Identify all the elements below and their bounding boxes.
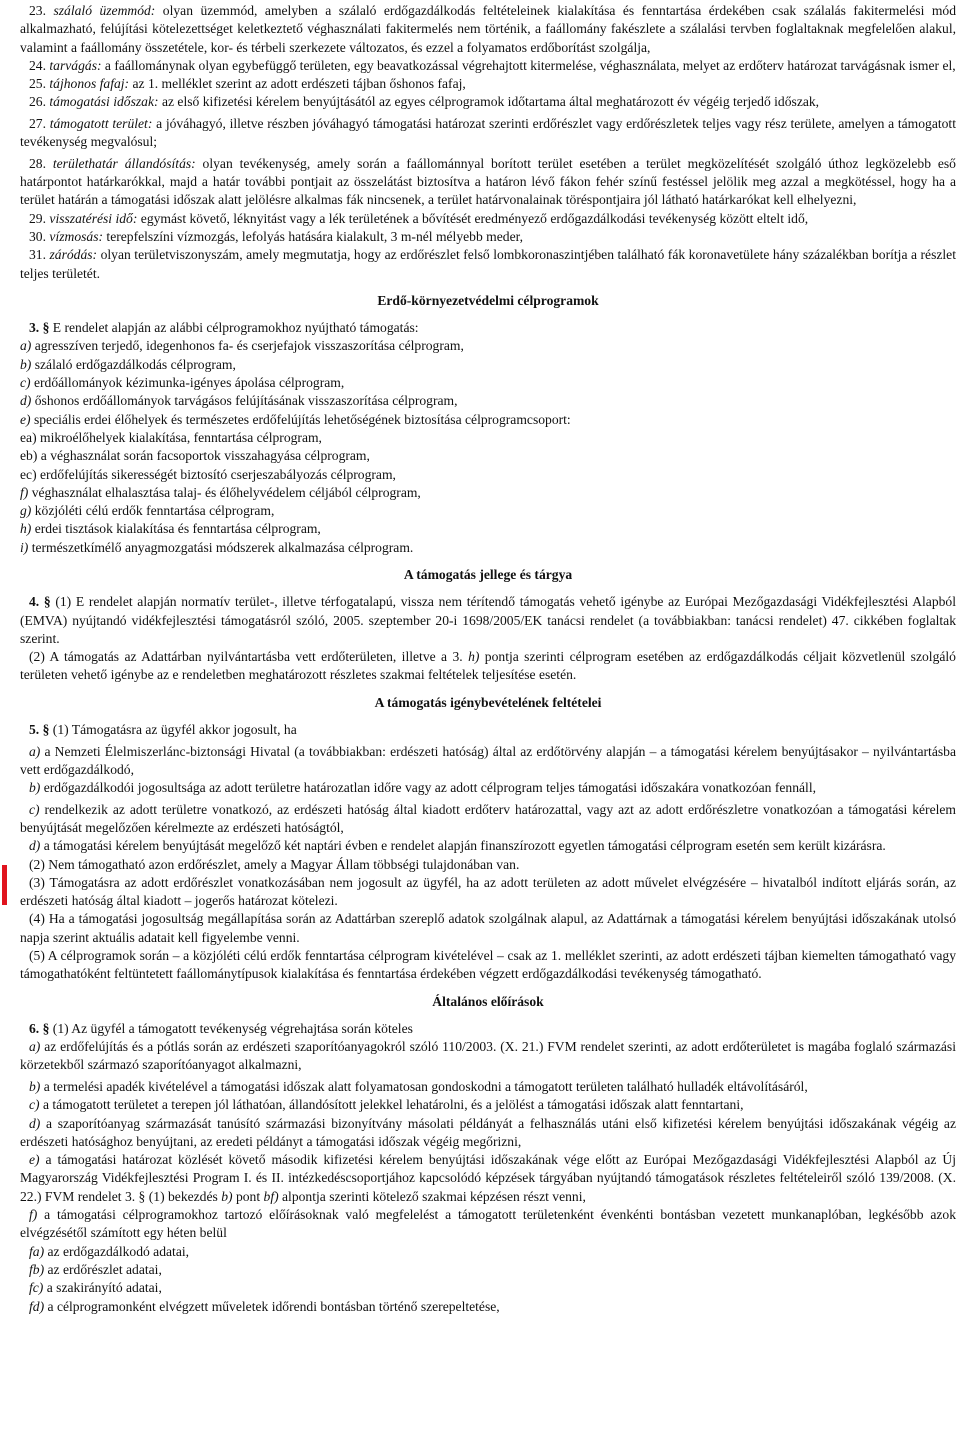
section-6-point-e [20,1151,956,1206]
point-key: c) [20,375,31,391]
point-text: az erdőrészlet adatai, [44,1261,162,1277]
point-key: a) [29,743,41,759]
point-text: alpontja szerinti kötelező szakmai képzésen részt venni, [278,1188,586,1204]
point-text: a termelési apadék kivételével a támogatási időszak alatt folyamatosan gondoskodni a támogatott területen található hulladék eltávolításáról, [40,1078,808,1094]
program-list-item [20,411,956,429]
program-list-item [20,392,956,410]
program-list [20,337,956,557]
point-key: a) [20,338,32,354]
definition-28 [20,155,956,210]
term: támogatott terület: [49,115,153,131]
item-number: 25. [29,76,46,92]
point-text: erdei tisztások kialakítása és fenntartása célprogram, [31,521,321,537]
program-list-item [20,539,956,557]
definition-29 [20,210,956,228]
item-number: 31. [29,247,46,263]
point-key: i) [20,539,29,555]
point-key: fb) [29,1261,45,1277]
section-6-point-a [20,1038,956,1075]
section-number: 5. § [29,722,50,738]
section-6-point-c [20,1096,956,1114]
point-text: pont [232,1188,264,1204]
item-number: 29. [29,210,46,226]
section-5-paragraph-3: (3) Támogatásra az adott erdőrészlet vonatkozásában nem jogosult az ügyfél, ha az adott területen az adott művelet elvégzésére – hivatalból indított eljárás során, az erdészeti hatóság által kiadott – jogerős határozat kötelezi. [20,874,956,909]
program-list-item [20,356,956,374]
point-key: b) [20,356,32,372]
definition-text: a faállománynak olyan egybefüggő területen, egy beavatkozással végrehajtott kitermelése, véghasználata, melyet az erdőterv határozat tarvágásnak ismer el, [101,57,956,73]
term: záródás: [49,247,98,263]
point-text: eb) a véghasználat során facsoportok visszahagyása célprogram, [20,448,370,464]
term: szálaló üzemmód: [53,3,156,18]
section-5-point-b [20,779,956,797]
section-heading: Általános előírások [432,993,544,1009]
section-number: 6. § [29,1020,50,1036]
definition-text: terepfelszíni vízmozgás, lefolyás hatására kialakult, 3 m-nél mélyebb meder, [103,228,523,244]
definition-26 [20,93,956,111]
section-5-paragraph-4: (4) Ha a támogatási jogosultság megállapítása során az Adattárban szereplő adatok szolgálnak alapul, az Adattárnak a támogatási kérelem benyújtási időszakának utolsó napja szerint aktuális adatait kell figyelembe venni. [20,911,956,945]
point-text: ec) erdőfelújítás sikerességét biztosító cserjeszabályozás célprogram, [20,466,396,482]
point-key: d) [20,393,32,409]
definition-text: olyan tevékenység, amely során a faállománnyal borított terület esetében a terület megközelítését szolgáló úthoz legközelebb eső határpontot határkarókkal, majd a határ további pontjait az összelátást biztosítva a határon lévő fákon fehér színű festéssel jelölik meg azzal a megkötéssel, hogy ha a terület határán a támogatási időszak alatt jelölésre alkalmas fák nincsenek, a terület határvonalainak töréspontjaira jól látható határkarókat kell elhelyezni, [20,155,956,208]
section-5-paragraph-2: (2) Nem támogatható azon erdőrészlet, amely a Magyar Állam többségi tulajdonában van. [29,856,520,872]
definition-31 [20,246,956,283]
section-5-point-a [20,743,956,780]
definition-30 [20,228,956,246]
definition-27 [20,115,956,152]
item-number: 23. [29,3,46,18]
point-key: e) [20,411,31,427]
section-text: (1) Támogatásra az ügyfél akkor jogosult, ha [49,722,297,738]
revision-marker [2,865,7,905]
section-5-intro [20,721,956,739]
program-list-item [20,520,956,538]
term: visszatérési idő: [49,210,138,226]
section-6-point-fb [20,1261,956,1279]
point-text: agresszíven terjedő, idegenhonos fa- és cserjefajok visszaszorítása célprogram, [31,338,464,354]
document-page [20,2,956,1316]
section-6-point-f [20,1206,956,1243]
program-list-item [20,447,956,465]
section-6-point-b [20,1078,956,1096]
term: területhatár állandósítás: [52,155,196,171]
point-text: az erdőfelújítás és a pótlás során az erdészeti szaporítóanyagokról szóló 110/2003. (X. 21.) FVM rendelet szerinti, az adott erdőterületet is magába foglaló származási körzetekből származó szaporítóanyagot alkalmazni, [20,1039,956,1073]
term: tarvágás: [49,57,102,73]
program-list-item [20,429,956,447]
point-text: a támogatási célprogramokhoz tartozó előírásoknak való megfelelést a támogatott területenként évenkénti bontásban vezetett munkanaplóban, legkésőbb azok elvégzésétől számított egy héten belül [20,1207,956,1241]
section-4-paragraph-1 [20,593,956,648]
definition-text: olyan üzemmód, amelyben a szálaló erdőgazdálkodás feltételeinek kialakítása és fenntartása érdekében csak szálalás fakitermelési mód alkalmazható, felújítási kötelezettséget keletkeztető véghasználati fakitermelés nem történik, a faállomány fakészlete a szálalási tervben foglaltaknak megfelelően alakul, valamint a faállomány összetétele, kor- és térbeli szerkezete változatos, és ezzel a folyamatos erdőborítást szolgálja, [20,3,956,55]
section-heading: A támogatás jellege és tárgya [403,566,573,582]
point-key: c) [29,1097,40,1113]
program-list-item [20,374,956,392]
point-key: b) [29,780,41,796]
item-number: 27. [29,115,46,131]
definition-text: olyan területviszonyszám, amely megmutatja, hogy az erdőrészlet felső lombkoronaszintjében található fák koronavetülete hány százalékban borítja a részlet teljes területét. [20,247,956,281]
section-6-point-fd [20,1298,956,1316]
definition-25 [20,75,956,93]
point-text: őshonos erdőállományok tarvágásos felújításának visszaszorítása célprogram, [31,393,458,409]
point-key: h) [20,521,32,537]
point-key: d) [29,838,41,854]
point-text: a támogatott területet a terepen jól láthatóan, állandósított jelekkel lehatárolni, és a jelölést a támogatási időszak alatt fenntartani, [39,1097,744,1113]
point-key: h) [468,649,480,665]
section-6-point-fa [20,1243,956,1261]
section-number: 4. § [29,594,51,610]
section-6-intro [20,1020,956,1038]
point-text: erdőgazdálkodói jogosultsága az adott területre határozatlan időre vagy az adott célprogram teljes támogatási időszakára vonatkozóan fennáll, [40,780,816,796]
term: támogatási időszak: [49,94,159,110]
point-text: ea) mikroélőhelyek kialakítása, fenntartása célprogram, [20,429,322,445]
point-text: a szakirányító adatai, [43,1280,162,1296]
point-text: közjóléti célú erdők fenntartása célprogram, [31,503,275,519]
point-text: az erdőgazdálkodó adatai, [44,1243,190,1259]
section-6-point-d [20,1115,956,1152]
definition-23 [20,2,956,57]
point-key: g) [20,503,32,519]
section-5-paragraph-5: (5) A célprogramok során – a közjóléti célú erdők fenntartása célprogram kivételével – csak az 1. melléklet szerinti, az adott erdészeti tájban kiemelten támogatható vagy támogathatóként feltüntetett faállománytípusok kialakítása és fenntartása érdekében végzett erdőgazdálkodási tevékenység támogatható. [20,948,956,982]
definition-24 [20,57,956,75]
point-key: fd) [29,1298,45,1314]
program-list-item [20,337,956,355]
program-list-item [20,484,956,502]
point-text: a támogatási határozat közlését követő második kifizetési kérelem benyújtási időszakának vége előtt az Európai Mezőgazdasági Vidékfejlesztési Alapból az Új Magyarország Vidékfejlesztési Program I. és II. intézkedéscsoportjához kapcsolódó képzések tárgyában nyújtandó támogatások részletes feltételeiről szóló 139/2008. (X. 22.) FVM rendelet 3. § (1) bekezdés [20,1152,956,1204]
definition-text: az 1. melléklet szerint az adott erdészeti tájban őshonos fafaj, [129,76,466,92]
section-text: E rendelet alapján az alábbi célprogramokhoz nyújtható támogatás: [49,320,419,336]
section-heading: Erdő-környezetvédelmi célprogramok [377,292,599,308]
point-text: a szaporítóanyag származását tanúsító származási bizonyítvány másolati példányát a felhasználás utáni első kifizetési kérelem benyújtási időszakának végéig az erdészeti hatósághoz benyújtani, az eredeti példányt a támogatási időszak végéig megőrizni, [20,1115,956,1149]
point-text: rendelkezik az adott területre vonatkozó, az erdészeti hatóság által kiadott erdőterv határozattal, vagy azt az adott erdőrészletre vonatkozóan a támogatási kérelem benyújtását megelőzően kérelmezte az erdészeti hatóságtól, [20,801,956,835]
point-key: b) [29,1078,41,1094]
point-text: a célprogramonként elvégzett műveletek időrendi bontásban történő szerepeltetése, [44,1298,500,1314]
section-5-point-c [20,801,956,838]
definition-text: egymást követő, léknyitást vagy a lék területének a bővítését eredményező erdőgazdálkodási tevékenység között eltelt idő, [137,210,809,226]
program-list-item [20,466,956,484]
point-key: f) [20,484,29,500]
section-number: 3. § [29,320,50,336]
point-key: a) [29,1039,41,1055]
term: tájhonos fafaj: [49,76,130,92]
point-key: fa) [29,1243,45,1259]
item-number: 28. [29,155,46,171]
item-number: 26. [29,94,46,110]
program-list-item [20,502,956,520]
section-4-paragraph-2 [20,648,956,685]
definition-text: a jóváhagyó, illetve részben jóváhagyó támogatási határozat szerinti erdőrészlet vagy erdőrészletek teljes vagy rész területe, amelyen a támogatott tevékenység megvalósul; [20,115,956,150]
point-key: d) [29,1115,41,1131]
point-key: f) [29,1207,38,1223]
point-key: b) [221,1188,233,1204]
term: vízmosás: [49,228,104,244]
point-key: fc) [29,1280,44,1296]
section-text: pontja szerinti célprogram esetében az erdőgazdálkodás céljait közvetlenül szolgáló területen vehető igénybe az e rendeletben meghatározott részletes szakmai feltételek teljesítése esetén. [20,649,956,683]
section-5-point-d [20,837,956,855]
section-text: (2) A támogatás az Adattárban nyilvántartásba vett erdőterületen, illetve a 3. [29,649,469,665]
item-number: 30. [29,228,46,244]
point-text: a Nemzeti Élelmiszerlánc-biztonsági Hivatal (a továbbiakban: erdészeti hatóság) által az erdőtörvény alapján – a támogatási kérelem benyújtásakor – nyilvántartásba vett erdőgazdálkodó, [20,743,956,777]
point-text: természetkímélő anyagmozgatási módszerek alkalmazása célprogram. [28,539,414,555]
point-text: a támogatási kérelem benyújtását megelőző két naptári évben e rendelet alapján finanszírozott egyetlen támogatási célprogram esetén sem került kizárásra. [40,838,886,854]
point-text: szálaló erdőgazdálkodás célprogram, [31,356,236,372]
point-text: erdőállományok kézimunka-igényes ápolása célprogram, [30,375,345,391]
point-text: véghasználat elhalasztása talaj- és élőhelyvédelem céljából célprogram, [28,484,421,500]
item-number: 24. [29,57,46,73]
definition-text: az első kifizetési kérelem benyújtásától az egyes célprogramok időtartama által meghatározott év végéig terjedő időszak, [158,94,820,110]
point-key: bf) [263,1188,279,1204]
section-heading: A támogatás igénybevételének feltételei [374,694,602,710]
point-key: c) [29,801,40,817]
section-text: (1) E rendelet alapján normatív terület-, illetve térfogatalapú, vissza nem térítendő támogatás vehető igénybe az Európai Mezőgazdasági Vidékfejlesztési Alapból (EMVA) nyújtandó vidékfejlesztési támogatásról szóló, 2005. szeptember 20-i 1698/2005/EK tanácsi rendelet (a továbbiakban: tanácsi rendelet) 47. cikkében foglaltak szerint. [20,594,956,646]
section-6-point-fc [20,1279,956,1297]
section-text: (1) Az ügyfél a támogatott tevékenység végrehajtása során köteles [49,1020,413,1036]
point-text: speciális erdei élőhelyek és természetes erdőfelújítás lehetőségének biztosítása célprogramcsoport: [30,411,571,427]
point-key: e) [29,1152,40,1168]
section-3-intro [20,319,956,337]
